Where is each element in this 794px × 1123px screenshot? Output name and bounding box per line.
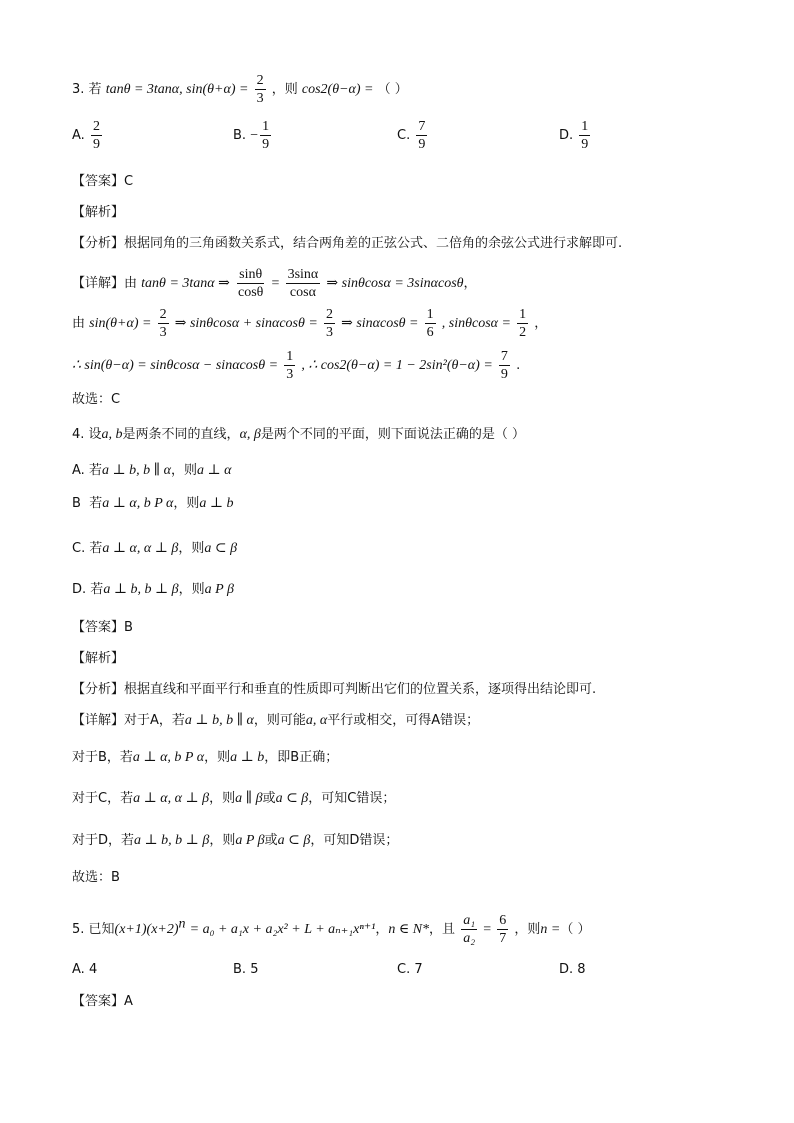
q3-option-c: C. $\frac{7}{9}$ <box>397 119 426 152</box>
q4-option-b: B 若a ⊥ α, b P α，则a ⊥ b <box>72 496 234 511</box>
q5-stem: 5. 已知$(x+1)(x+2)^n = a_0 + a_1x + a_2x^2 + L + a_{n+1}x^{n+1}$，n ∈ N*，且 $\frac{\text{a₁}}{\text{a₂}}$ = $\frac{6}{7}$ ，则n =（ ） <box>72 913 591 946</box>
q3-detail-line-2: 由 sin(θ+α) = $\frac{2}{3}$ ⇒ sinθcosα + sinαcosθ = $\frac{2}{3}$ ⇒ sinαcosθ = $\frac{1}{6}$ , sinθcosα = $\frac{1}{2}$ ， <box>72 307 548 340</box>
q3-jiexi-heading: 【解析】 <box>72 205 125 220</box>
q3-detail-line-1: 【详解】由 tanθ = 3tanα ⇒ $\frac{\sin\theta}{\cos\theta}$ = $\frac{3\sin\alpha}{\cos\alpha}$ ⇒ sinθcosα = 3sinαcosθ， <box>72 267 477 300</box>
q4-option-c: C. 若a ⊥ α, α ⊥ β，则a ⊂ β <box>72 541 238 556</box>
q4-detail-line-2: 对于B，若a ⊥ α, b P α，则a ⊥ b，即B正确； <box>72 750 339 765</box>
q4-jiexi-heading: 【解析】 <box>72 651 125 666</box>
q3-answer: 【答案】C <box>72 174 134 189</box>
q3-final-choice: 故选：C <box>72 392 121 407</box>
q3-stem-fraction: $\frac{2}{3}$ <box>256 73 264 106</box>
q4-detail-line-4: 对于D，若a ⊥ b, b ⊥ β，则a P β或a ⊂ β，可知D错误； <box>72 833 399 848</box>
q3-option-b: B. − $\frac{1}{9}$ <box>233 119 270 152</box>
q3-stem: 3. 若 tanθ = 3tanα, sin(θ+α) = $\frac{2}{3}$ ，则 cos2(θ−α) = （ ） <box>72 73 408 106</box>
q3-detail-line-3: ∴ sin(θ−α) = sinθcosα − sinαcosθ = $\frac{1}{3}$ , ∴ cos2(θ−α) = 1 − 2sin²(θ−α) = $\frac{7}{9}$ . <box>72 349 521 382</box>
q3-analysis: 【分析】根据同角的三角函数关系式，结合两角差的正弦公式、二倍角的余弦公式进行求解即可. <box>72 236 623 251</box>
q4-detail-line-3: 对于C，若a ⊥ α, α ⊥ β，则a ∥ β或a ⊂ β，可知C错误； <box>72 791 396 806</box>
q5-answer: 【答案】A <box>72 994 133 1009</box>
q4-answer: 【答案】B <box>72 620 133 635</box>
q4-option-a: A. 若a ⊥ b, b ∥ α，则a ⊥ α <box>72 463 232 478</box>
q4-stem: 4. 设a, b是两条不同的直线，α, β是两个不同的平面，则下面说法正确的是（ ） <box>72 427 526 442</box>
q4-final-choice: 故选：B <box>72 870 120 885</box>
q3-option-d: D. $\frac{1}{9}$ <box>559 119 589 152</box>
q4-detail-line-1: 【详解】对于A，若a ⊥ b, b ∥ α，则可能a, α平行或相交，可得A错误； <box>72 713 480 728</box>
q5-option-d: D. 8 <box>559 962 586 977</box>
q5-option-b: B. 5 <box>233 962 259 977</box>
q4-analysis: 【分析】根据直线和平面平行和垂直的性质即可判断出它们的位置关系，逐项得出结论即可. <box>72 682 597 697</box>
q5-option-c: C. 7 <box>397 962 423 977</box>
q5-option-a: A. 4 <box>72 962 98 977</box>
q3-option-a: A. $\frac{2}{9}$ <box>72 119 100 152</box>
q4-option-d: D. 若a ⊥ b, b ⊥ β，则a P β <box>72 582 234 597</box>
